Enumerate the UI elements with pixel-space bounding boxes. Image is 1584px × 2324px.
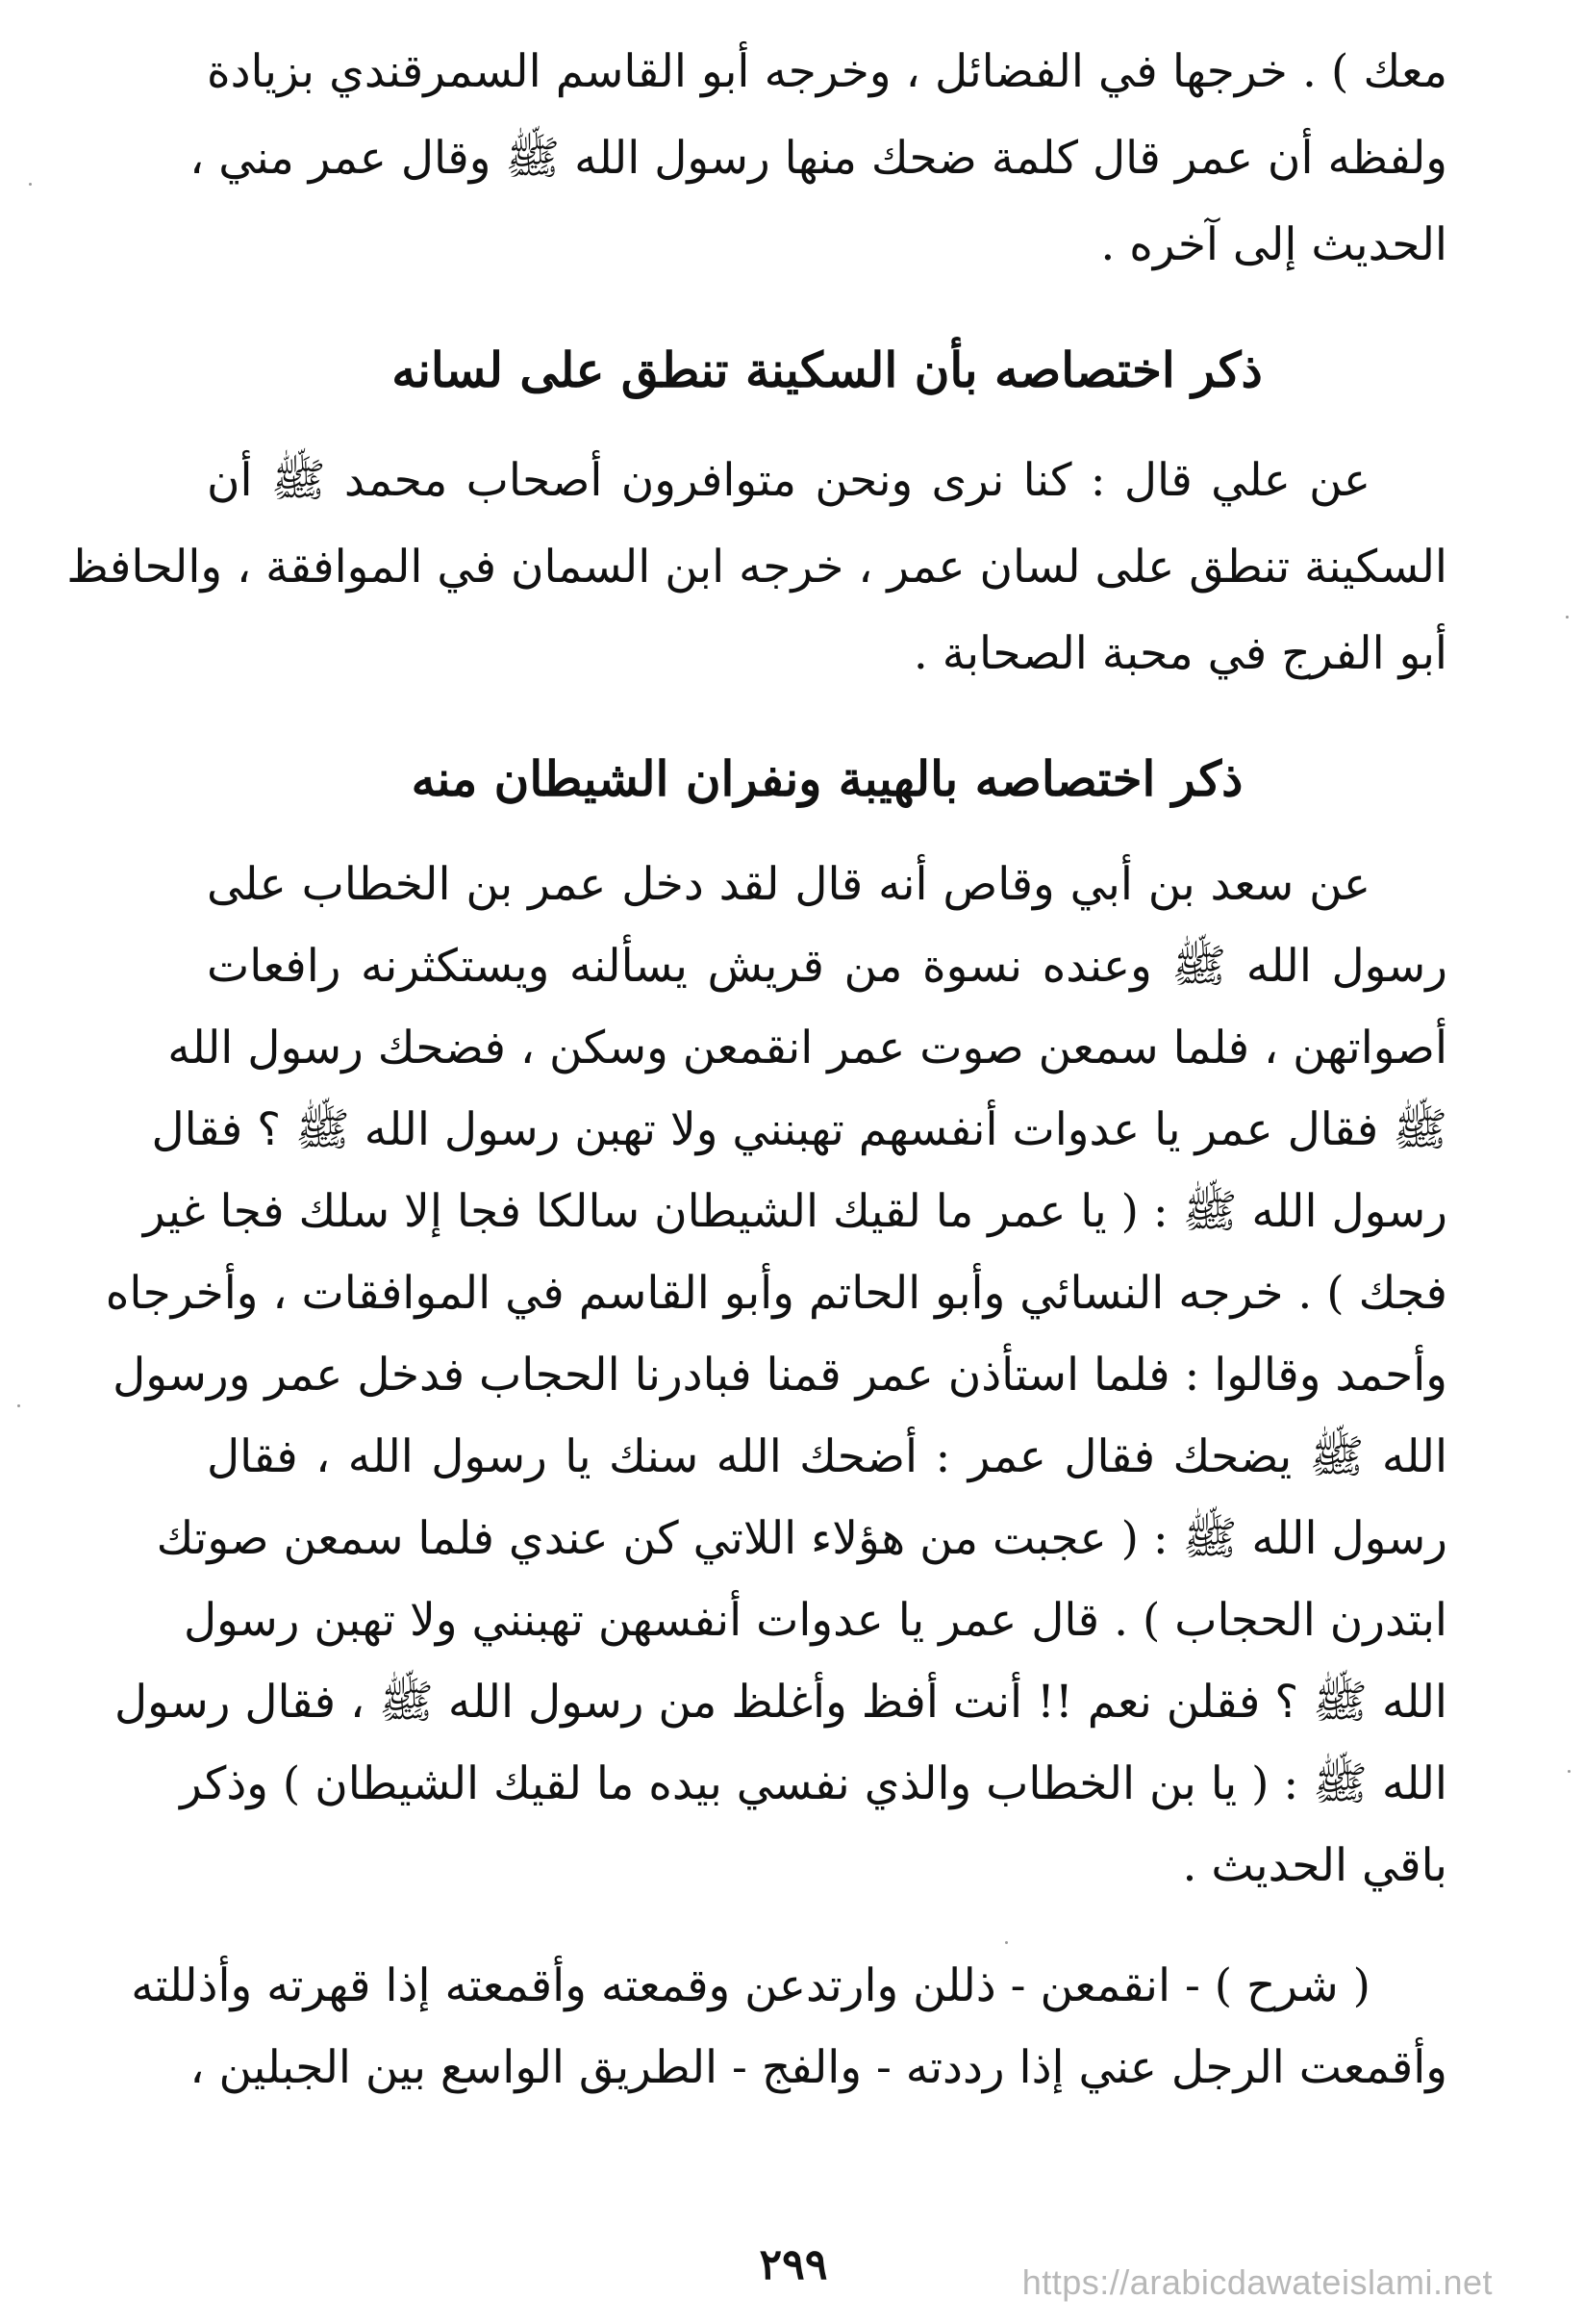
paragraph-line: الله ﷺ يضحك فقال عمر : أضحك الله سنك يا رسول الله ، فقال [207, 1430, 1447, 1483]
paragraph-line: ﷺ فقال عمر يا عدوات أنفسهم تهبنني ولا تهبن رسول الله ﷺ ؟ فقال [151, 1103, 1447, 1156]
scan-speck [17, 1404, 20, 1407]
scan-speck [1568, 1770, 1571, 1773]
scan-speck [1005, 1941, 1008, 1944]
paragraph-line: الله ﷺ ؟ فقلن نعم !! أنت أفظ وأغلظ من رسول الله ﷺ ، فقال رسول [113, 1676, 1447, 1729]
paragraph-line: أبو الفرج في محبة الصحابة . [913, 627, 1447, 680]
section-heading: ذكر اختصاصه بأن السكينة تنطق على لسانه [391, 341, 1263, 398]
paragraph-line: الحديث إلى آخره . [1100, 218, 1447, 271]
paragraph-line: ابتدرن الحجاب ) . قال عمر يا عدوات أنفسهن تهبنني ولا تهبن رسول [183, 1594, 1447, 1647]
paragraph-line: أصواتهن ، فلما سمعن صوت عمر انقمعن وسكن ، فضحك رسول الله [167, 1022, 1447, 1074]
paragraph-line: معك ) . خرجها في الفضائل ، وخرجه أبو القاسم السمرقندي بزيادة [207, 45, 1447, 98]
paragraph-line: الله ﷺ : ( يا بن الخطاب والذي نفسي بيده ما لقيك الشيطان ) وذكر [180, 1757, 1447, 1810]
scan-speck [1566, 616, 1569, 619]
paragraph-line: ولفظه أن عمر قال كلمة ضحك منها رسول الله ﷺ وقال عمر مني ، [189, 132, 1447, 185]
page-number: ٢٩٩ [759, 2240, 828, 2289]
paragraph-line: عن علي قال : كنا نرى ونحن متوافرون أصحاب محمد ﷺ أن [207, 454, 1370, 507]
paragraph-line: وأحمد وقالوا : فلما استأذن عمر قمنا فبادرنا الحجاب فدخل عمر ورسول [113, 1349, 1447, 1402]
watermark-url: https://arabicdawateislami.net [1021, 2262, 1493, 2302]
scan-speck [29, 183, 32, 186]
paragraph-line: فجك ) . خرجه النسائي وأبو الحاتم وأبو القاسم في الموافقات ، وأخرجاه [105, 1267, 1447, 1320]
paragraph-line: وأقمعت الرجل عني إذا رددته - والفج - الطريق الواسع بين الجبلين ، [189, 2041, 1447, 2094]
paragraph-line: رسول الله ﷺ : ( يا عمر ما لقيك الشيطان سالكا فجا إلا سلك فجا غير [142, 1185, 1447, 1238]
paragraph-line: باقي الحديث . [1182, 1839, 1447, 1892]
paragraph-line: السكينة تنطق على لسان عمر ، خرجه ابن السمان في الموافقة ، والحافظ [66, 541, 1447, 594]
paragraph-line: عن سعد بن أبي وقاص أنه قال لقد دخل عمر بن الخطاب على [207, 858, 1370, 911]
section-heading: ذكر اختصاصه بالهيبة ونفران الشيطان منه [411, 750, 1244, 807]
paragraph-line: ( شرح ) - انقمعن - ذللن وارتدعن وقمعته وأقمعته إذا قهرته وأذللته [131, 1959, 1370, 2012]
paragraph-line: رسول الله ﷺ وعنده نسوة من قريش يسألنه ويستكثرنه رافعات [207, 940, 1447, 993]
paragraph-line: رسول الله ﷺ : ( عجبت من هؤلاء اللاتي كن عندي فلما سمعن صوتك [156, 1512, 1447, 1565]
